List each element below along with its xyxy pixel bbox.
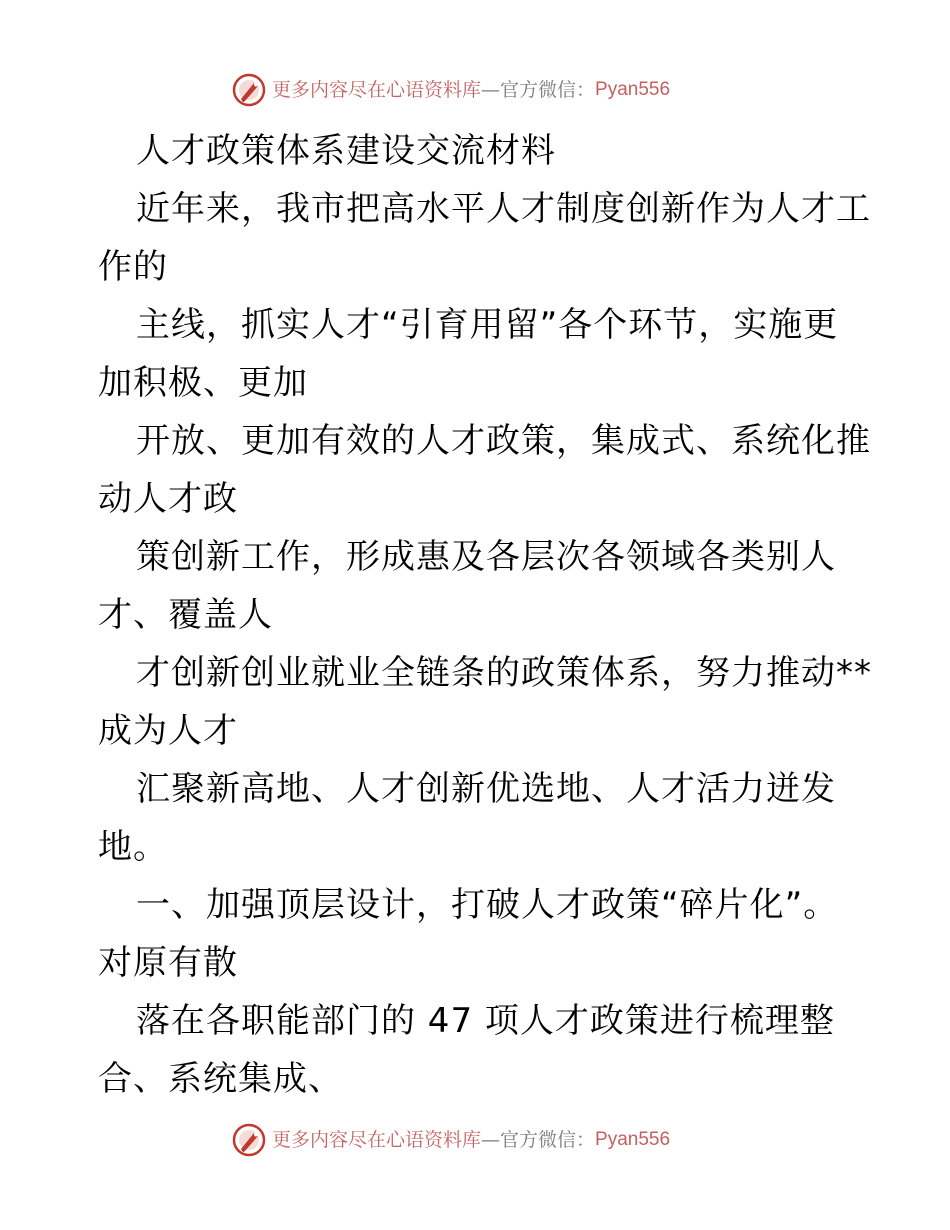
header-watermark xyxy=(232,70,670,110)
watermark-wechat-id: Pyan556 xyxy=(595,79,671,100)
section-heading: 一、加强顶层设计，打破人才政策“碎片化”。 xyxy=(136,885,839,925)
text-line: 汇聚新高地、人才创新优选地、人才活力迸发 xyxy=(136,769,836,809)
text-line: 地。 xyxy=(98,827,168,867)
text-line: 开放、更加有效的人才政策，集成式、系统化推 xyxy=(136,421,871,461)
pen-logo-icon xyxy=(232,73,266,107)
document-body xyxy=(98,122,872,1108)
document-title: 人才政策体系建设交流材料 xyxy=(136,131,556,171)
text-line: 对原有散 xyxy=(98,943,238,983)
text-line: 主线，抓实人才“引育用留”各个环节，实施更 xyxy=(136,305,839,345)
text-line: 策创新工作，形成惠及各层次各领域各类别人 xyxy=(136,537,836,577)
watermark-official-label: 官方微信： xyxy=(500,1128,596,1151)
text-line: 作的 xyxy=(98,247,168,287)
footer-watermark xyxy=(232,1120,670,1160)
text-line: 落在各职能部门的 47 项人才政策进行梳理整 xyxy=(136,1001,835,1041)
text-line: 合、系统集成、 xyxy=(98,1059,343,1099)
watermark-wechat-id: Pyan556 xyxy=(595,1129,671,1150)
watermark-site-text: 更多内容尽在心语资料库 xyxy=(272,1128,482,1151)
watermark-dash: — xyxy=(481,78,501,101)
watermark-dash: — xyxy=(481,1128,501,1151)
pen-logo-icon xyxy=(232,1123,266,1157)
watermark-site-text: 更多内容尽在心语资料库 xyxy=(272,78,482,101)
text-line: 动人才政 xyxy=(98,479,238,519)
text-line: 成为人才 xyxy=(98,711,238,751)
text-line: 才创新创业就业全链条的政策体系，努力推动** xyxy=(136,653,872,693)
text-line: 近年来，我市把高水平人才制度创新作为人才工 xyxy=(136,189,871,229)
text-line: 加积极、更加 xyxy=(98,363,308,403)
text-line: 才、覆盖人 xyxy=(98,595,273,635)
watermark-official-label: 官方微信： xyxy=(500,78,596,101)
